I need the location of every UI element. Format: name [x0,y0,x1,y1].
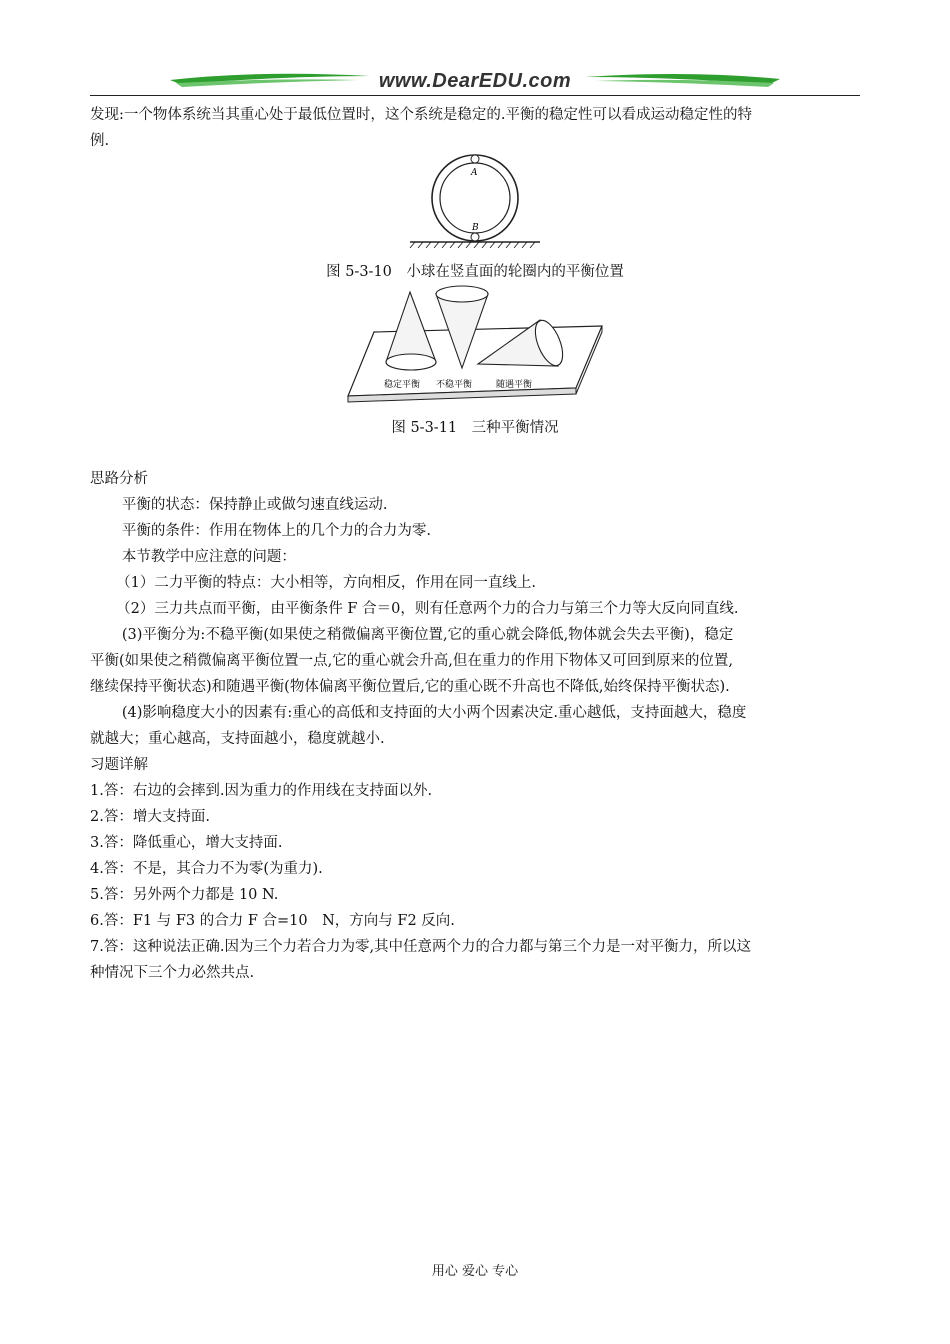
exercises-section [90,752,860,986]
analysis-point-1: （1）二力平衡的特点：大小相等，方向相反，作用在同一直线上. [116,575,536,591]
analysis-section [90,466,860,752]
analysis-point-4-line-2: 就越大；重心越高，支持面越小，稳度就越小. [90,731,385,747]
intro-line-1: 发现:一个物体系统当其重心处于最低位置时，这个系统是稳定的.平衡的稳定性可以看成运动稳定性的特 [90,107,752,123]
analysis-point-2: （2）三力共点而平衡，由平衡条件 F 合＝0，则有任意两个力的合力与第三个力等大反向同直线. [116,601,739,617]
analysis-condition: 平衡的条件：作用在物体上的几个力的合力为零. [121,523,431,539]
exercises-heading: 习题详解 [90,757,148,773]
analysis-point-3-line-1: (3)平衡分为:不稳平衡(如果使之稍微偏离平衡位置,它的重心就会降低,物体就会失去平衡)，稳定 [121,627,734,643]
intro-paragraph [90,102,860,154]
figure-cones-diagram [344,284,606,408]
answer-2: 2.答：增大支持面. [90,809,210,825]
answer-3: 3.答：降低重心，增大支持面. [90,835,283,851]
ground-hatching [410,242,535,248]
header-banner [90,66,860,98]
answer-7-line-2: 种情况下三个力必然共点. [90,965,255,981]
label-b: B [472,223,479,233]
ball-bottom [471,233,479,241]
ball-top [471,155,479,163]
answer-1: 1.答：右边的会摔到.因为重力的作用线在支持面以外. [90,783,433,799]
analysis-point-3-line-3: 继续保持平衡状态)和随遇平衡(物体偏离平衡位置后,它的重心既不升高也不降低,始终保持平衡状态). [90,679,730,695]
answer-4: 4.答：不是，其合力不为零(为重力). [90,861,323,877]
answer-5: 5.答：另外两个力都是 10 N. [90,887,279,903]
label-stable: 稳定平衡 [384,380,421,390]
label-a: A [471,168,478,178]
figure1-caption: 图 5-3-10 小球在竖直面的轮圈内的平衡位置 [326,264,624,280]
analysis-point-4-line-1: (4)影响稳度大小的因素有:重心的高低和支持面的大小两个因素决定.重心越低，支持面越大，稳度 [121,705,747,721]
site-logo-text: www.DearEDU.com [378,70,572,92]
header-divider [90,95,860,96]
analysis-heading: 思路分析 [90,471,148,487]
label-unstable: 不稳平衡 [436,380,473,390]
analysis-state: 平衡的状态：保持静止或做匀速直线运动. [121,497,388,513]
analysis-attention: 本节教学中应注意的问题： [121,549,296,565]
figure-ring-diagram [405,150,555,250]
page-footer: 用心 爱心 专心 [431,1264,519,1279]
label-neutral: 随遇平衡 [496,380,533,390]
answer-7-line-1: 7.答：这种说法正确.因为三个力若合力为零,其中任意两个力的合力都与第三个力是一对平衡力，所以这 [90,939,752,955]
figure2-caption: 图 5-3-11 三种平衡情况 [391,420,559,436]
analysis-point-3-line-2: 平衡(如果使之稍微偏离平衡位置一点,它的重心就会升高,但在重力的作用下物体又可回到原来的位置, [90,653,733,669]
answer-6: 6.答：F1 与 F3 的合力 F 合=10 N，方向与 F2 反向. [90,913,455,929]
intro-line-2: 例. [90,133,110,149]
